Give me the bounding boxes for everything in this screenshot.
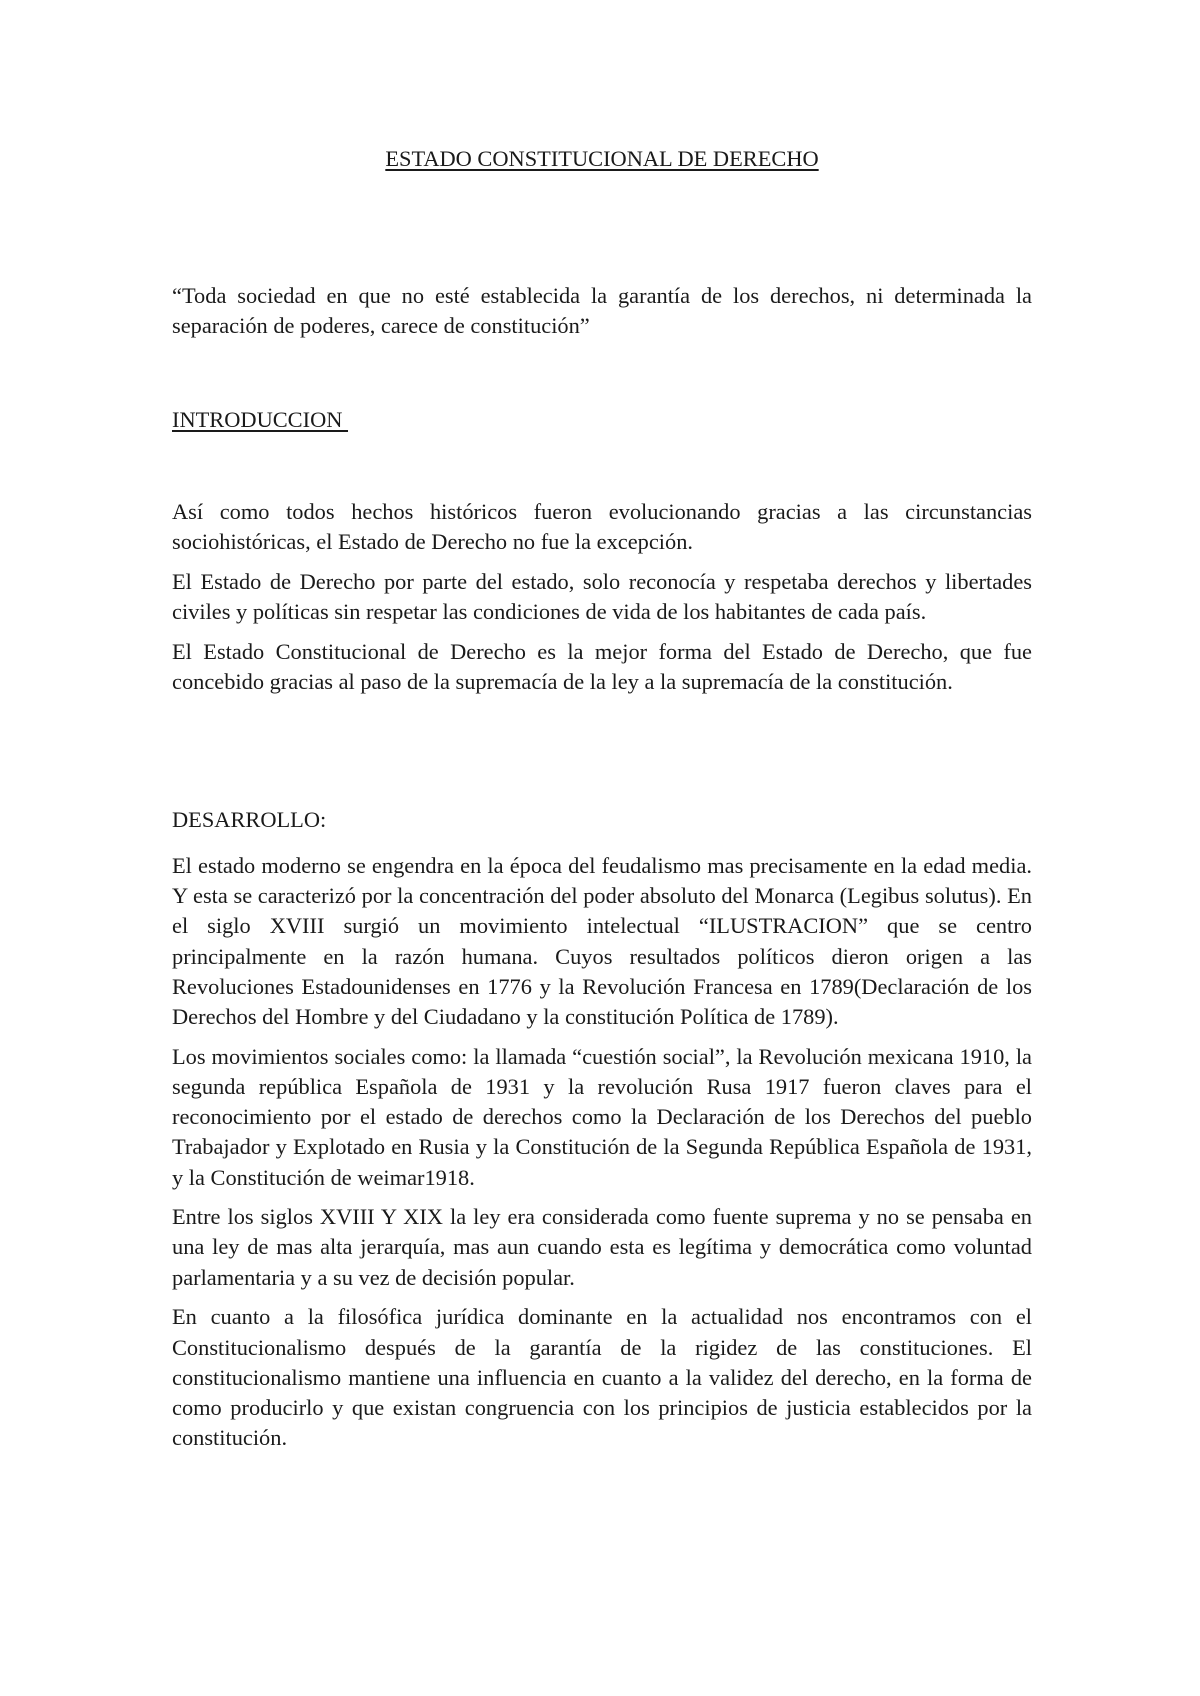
development-heading: DESARROLLO:	[172, 807, 327, 832]
epigraph-quote: “Toda sociedad en que no esté establecida la garantía de los derechos, ni determinada la separación de poderes, carece de constitución”	[172, 283, 1032, 339]
document-title: ESTADO CONSTITUCIONAL DE DERECHO	[385, 146, 819, 171]
development-paragraph: En cuanto a la filosófica jurídica dominante en la actualidad nos encontramos con el Constitucionalismo después de la garantía de la rigidez de las constituciones. El constitucionalismo mantiene una influencia en cuanto a la validez del derecho, en la forma de como producirlo y que existan congruencia con los principios de justicia establecidos por la constitución.	[172, 1304, 1032, 1451]
introduction-heading: INTRODUCCION	[172, 407, 349, 432]
introduction-section	[172, 497, 1032, 707]
development-paragraph: Los movimientos sociales como: la llamada “cuestión social”, la Revolución mexicana 1910, la segunda república Española de 1931 y la revolución Rusa 1917 fueron claves para el reconocimiento por el estado de derechos como la Declaración de los Derechos del pueblo Trabajador y Explotado en Rusia y la Constitución de la Segunda República Española de 1931, y la Constitución de weimar1918.	[172, 1043, 1032, 1190]
introduction-paragraph: El Estado Constitucional de Derecho es la mejor forma del Estado de Derecho, que fue concebido gracias al paso de la supremacía de la ley a la supremacía de la constitución.	[172, 638, 1032, 695]
development-paragraph: Entre los siglos XVIII Y XIX la ley era considerada como fuente suprema y no se pensaba en una ley de mas alta jerarquía, mas aun cuando esta es legítima y democrática como voluntad parlamentaria y a su vez de decisión popular.	[172, 1204, 1032, 1290]
development-section	[172, 851, 1032, 1463]
introduction-paragraph: Así como todos hechos históricos fueron evolucionando gracias a las circunstancias sociohistóricas, el Estado de Derecho no fue la excepción.	[172, 499, 1032, 555]
introduction-paragraph: El Estado de Derecho por parte del estado, solo reconocía y respetaba derechos y libertades civiles y políticas sin respetar las condiciones de vida de los habitantes de cada país.	[172, 568, 1032, 625]
development-paragraph: El estado moderno se engendra en la época del feudalismo mas precisamente en la edad media. Y esta se caracterizó por la concentración del poder absoluto del Monarca (Legibus solutus). En el siglo XVIII surgió un movimiento intelectual “ILUSTRACION” que se centro principalmente en la razón humana. Cuyos resultados políticos dieron origen a las Revoluciones Estadounidenses en 1776 y la Revolución Francesa en 1789(Declaración de los Derechos del Hombre y del Ciudadano y la constitución Política de 1789).	[172, 853, 1032, 1030]
